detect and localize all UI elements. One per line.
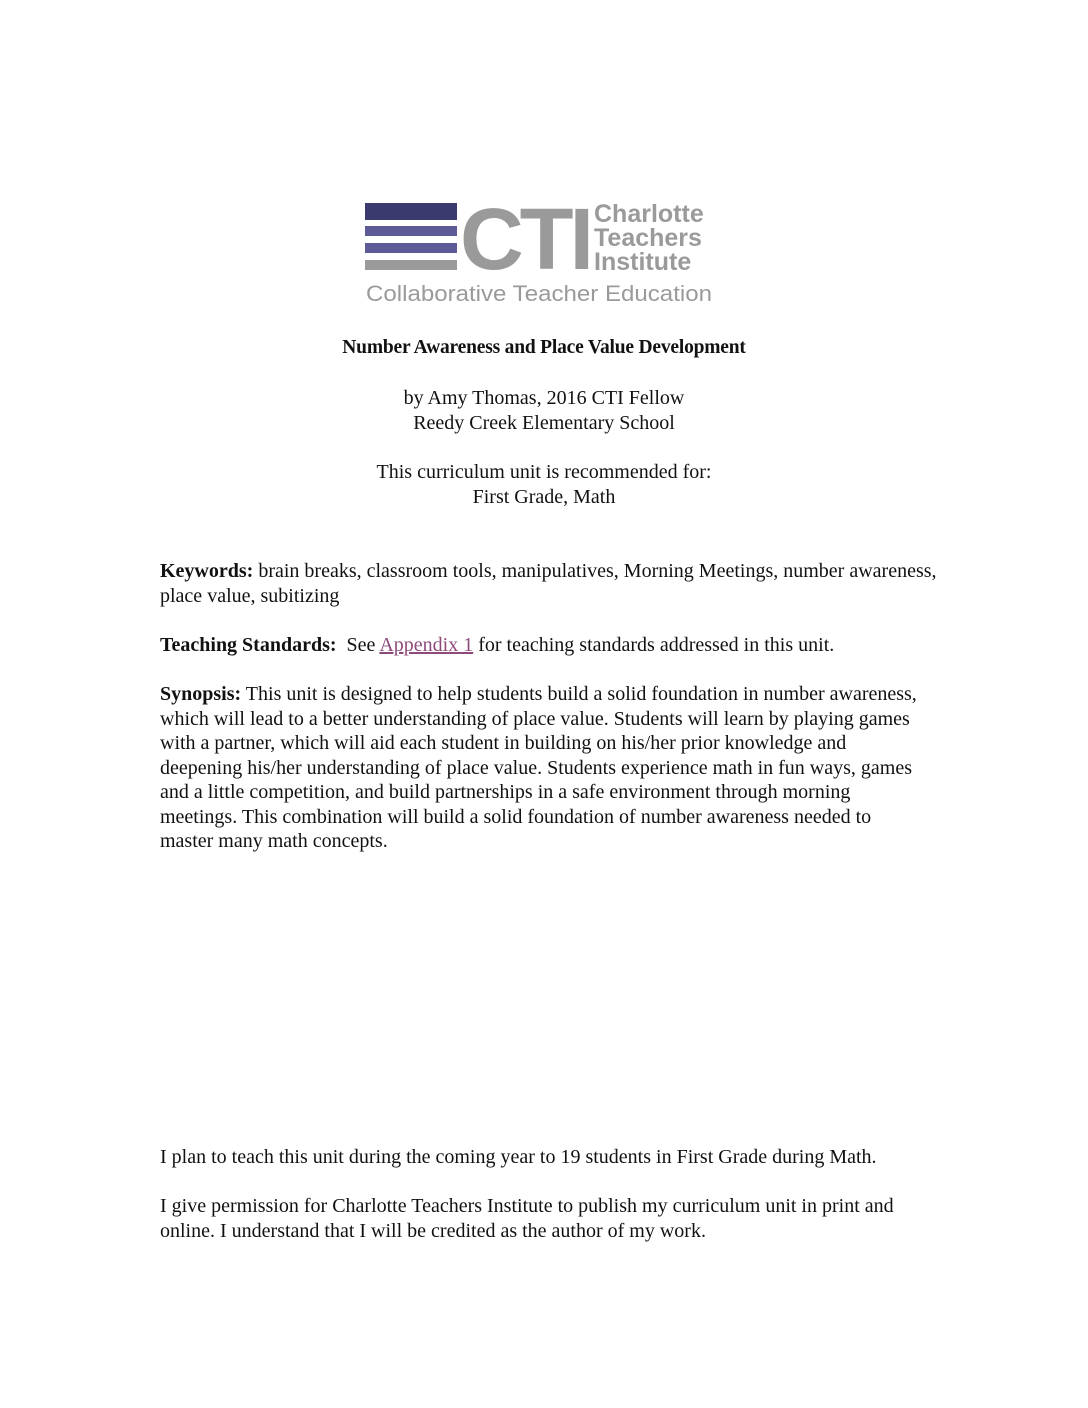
- logo-line-2: Teachers: [594, 224, 702, 252]
- logo-bar-2: [365, 226, 457, 236]
- recommended-label: This curriculum unit is recommended for:: [376, 461, 712, 483]
- synopsis-paragraph: [160, 682, 920, 854]
- synopsis-label: Synopsis:: [160, 683, 242, 705]
- cti-logo: [364, 198, 724, 306]
- logo-acronym: CTI: [460, 198, 590, 288]
- appendix-1-link[interactable]: Appendix 1: [379, 634, 474, 656]
- recommended-value: First Grade, Math: [472, 486, 616, 508]
- school-name: Reedy Creek Elementary School: [413, 412, 675, 434]
- logo-line-3: Institute: [594, 248, 692, 276]
- keywords-paragraph: [160, 559, 940, 608]
- standards-before-link: See: [336, 634, 380, 656]
- logo-bar-4: [365, 260, 457, 270]
- keywords-label: Keywords:: [160, 560, 254, 582]
- synopsis-text: This unit is designed to help students build a solid foundation in number awareness, which will lead to a better understanding of place value. Students will learn by playing games with a partner, which will aid each student in building on his/her prior knowledge and deepening his/her understanding of place value. Students experience math in fun ways, games and a little competition, and build partnerships in a safe environment through morning meetings. This combination will build a solid foundation of number awareness needed to master many math concepts.: [160, 683, 917, 852]
- standards-label: Teaching Standards:: [160, 634, 337, 656]
- keywords-text: brain breaks, classroom tools, manipulatives, Morning Meetings, number awareness, place value, subitizing: [160, 560, 937, 607]
- logo-tagline: Collaborative Teacher Education: [366, 281, 712, 306]
- logo-bar-1: [365, 203, 457, 220]
- logo-bar-3: [365, 243, 457, 253]
- cti-logo-graphic: [364, 198, 724, 306]
- document-title: Number Awareness and Place Value Development: [342, 337, 746, 358]
- permission-statement: I give permission for Charlotte Teachers Institute to publish my curriculum unit in print and online. I understand that I will be credited as the author of my work.: [160, 1195, 894, 1242]
- logo-line-1: Charlotte: [594, 200, 704, 228]
- standards-paragraph: [160, 633, 940, 658]
- standards-after-link: for teaching standards addressed in this unit.: [473, 634, 835, 656]
- author-byline: by Amy Thomas, 2016 CTI Fellow: [403, 387, 685, 409]
- plan-statement: I plan to teach this unit during the coming year to 19 students in First Grade during Math.: [160, 1146, 877, 1168]
